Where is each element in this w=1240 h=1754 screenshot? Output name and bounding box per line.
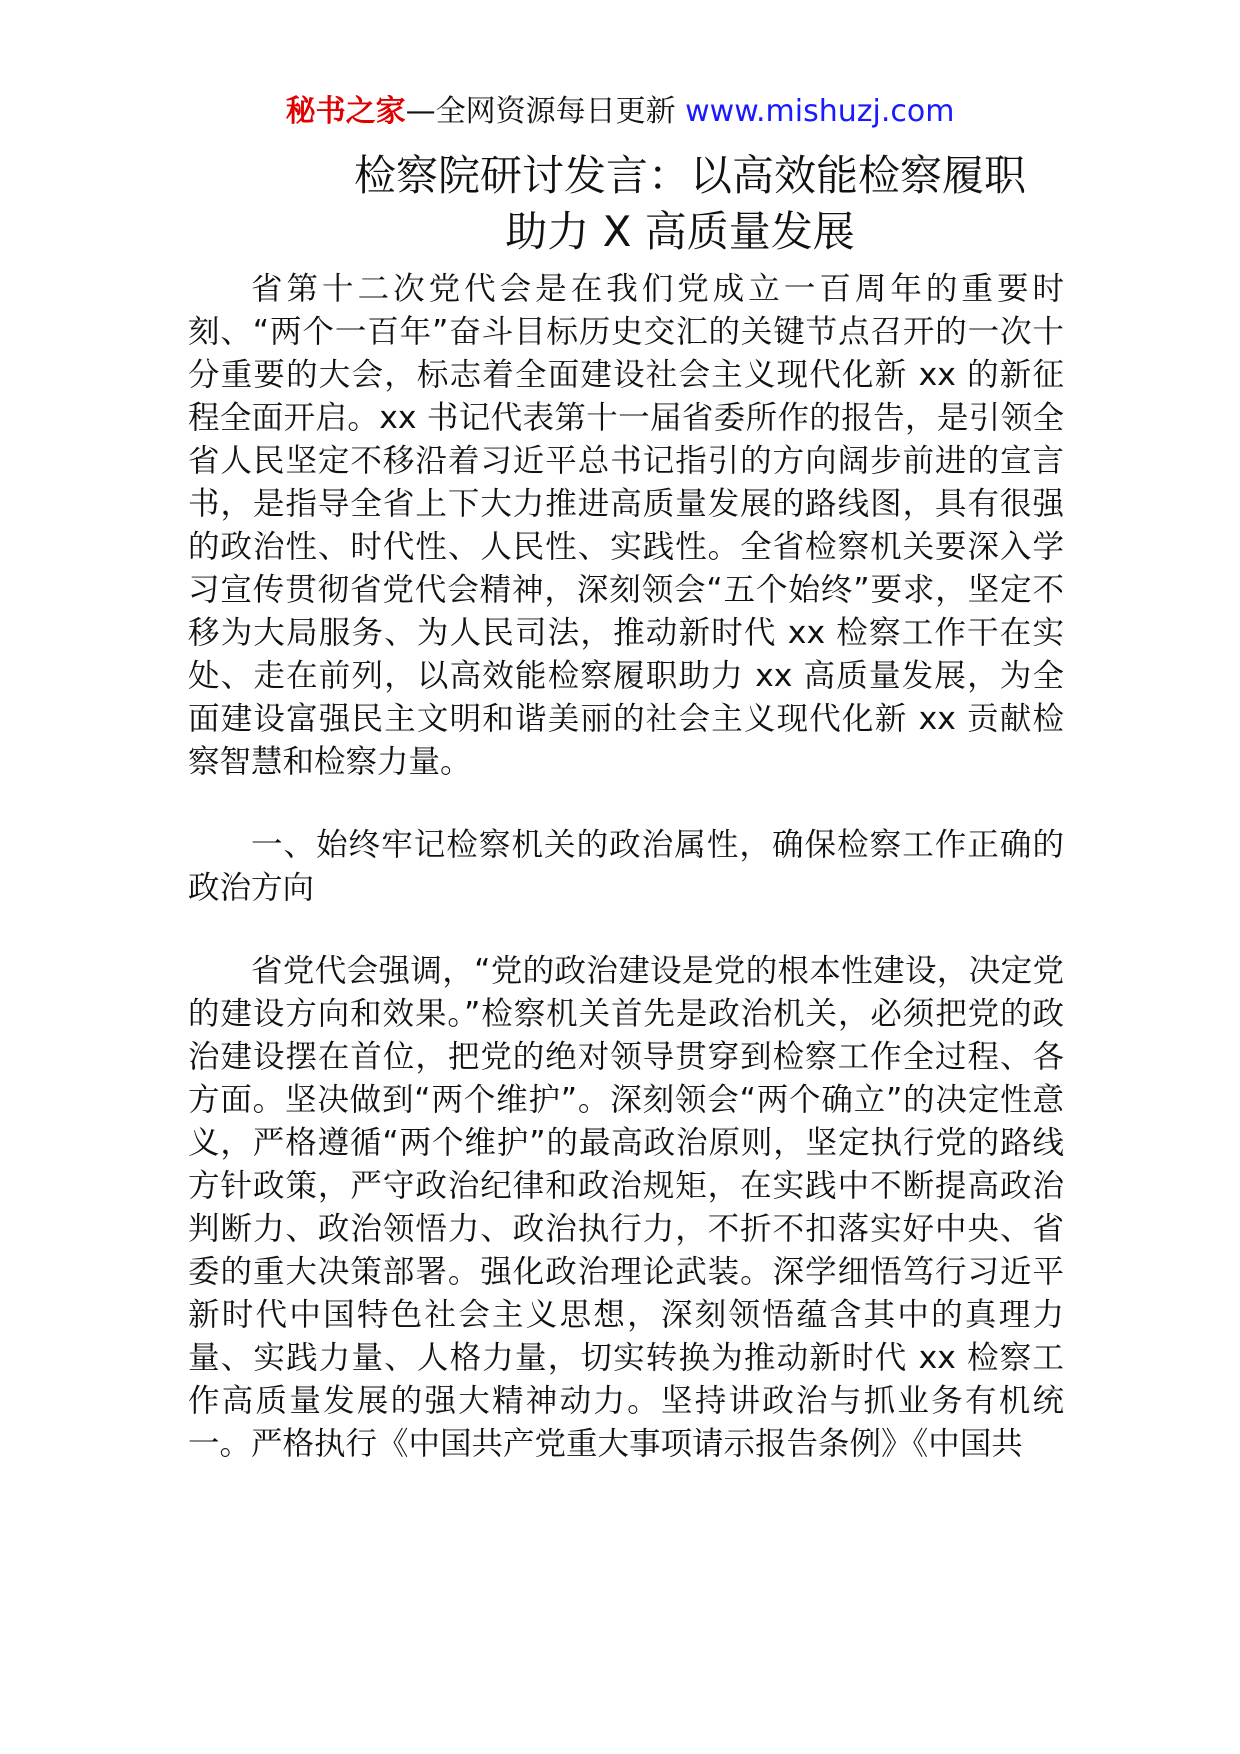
paragraph-section-1: 省党代会强调，“党的政治建设是党的根本性建设，决定党的建设方向和效果。”检察机关首先是政治机关，必须把党的政治建设摆在首位，把党的绝对领导贯穿到检察工作全过程、各方面。坚决做到“两个维护”。深刻领会“两个确立”的决定性意义，严格遵循“两个维护”的最高政治原则，坚定执行党的路线方针政策，严守政治纪律和政治规矩，在实践中不断提高政治判断力、政治领悟力、政治执行力，不折不扣落实好中央、省委的重大决策部署。强化政治理论武装。深学细悟笃行习近平新时代中国特色社会主义思想，深刻领悟蕴含其中的真理力量、实践力量、人格力量，切实转换为推动新时代 xx 检察工作高质量发展的强大精神动力。坚持讲政治与抓业务有机统一。严格执行《中国共产党重大事项请示报告条例》《中国共 xyxy=(188,953,1064,1462)
watermark-header xyxy=(0,92,1240,132)
site-tagline: —全网资源每日更新 xyxy=(405,94,676,129)
site-url-link[interactable]: www.mishuzj.com xyxy=(685,94,955,129)
title-line-2: 助力 X 高质量发展 xyxy=(505,207,855,256)
section-heading-1: 一、始终牢记检察机关的政治属性，确保检察工作正确的政治方向 xyxy=(188,827,1064,906)
document-body xyxy=(188,268,1064,1506)
title-line-1: 检察院研讨发言：以高效能检察履职 xyxy=(353,151,1026,200)
document-title xyxy=(0,148,1240,260)
paragraph-intro: 省第十二次党代会是在我们党成立一百周年的重要时刻、“两个一百年”奋斗目标历史交汇的关键节点召开的一次十分重要的大会，标志着全面建设社会主义现代化新 xx 的新征程全面开启。xx 书记代表第十一届省委所作的报告，是引领全省人民坚定不移沿着习近平总书记指引的方向阔步前进的宣言书，是指导全省上下大力推进高质量发展的路线图，具有很强的政治性、时代性、人民性、实践性。全省检察机关要深入学习宣传贯彻省党代会精神，深刻领会“五个始终”要求，坚定不移为大局服务、为人民司法，推动新时代 xx 检察工作干在实处、走在前列，以高效能检察履职助力 xx 高质量发展，为全面建设富强民主文明和谐美丽的社会主义现代化新 xx 贡献检察智慧和检察力量。 xyxy=(188,271,1064,780)
site-name: 秘书之家 xyxy=(285,94,406,129)
